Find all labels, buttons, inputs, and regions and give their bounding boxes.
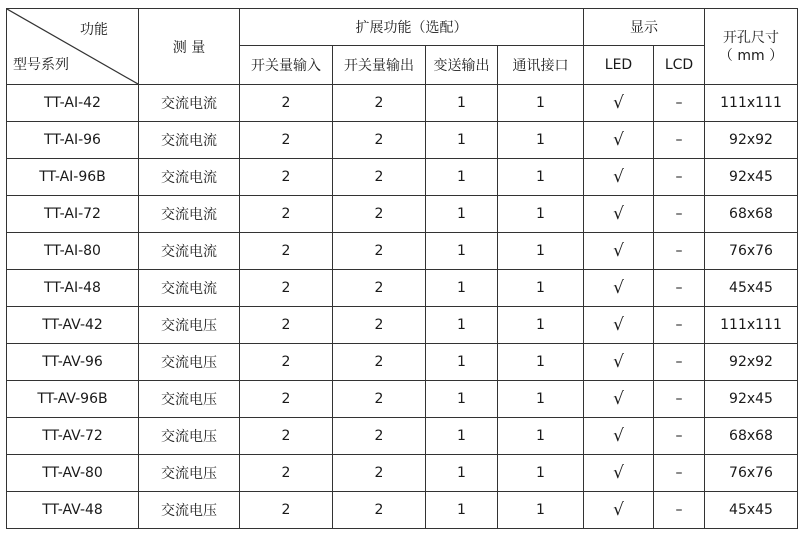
switch-output-cell: 2	[333, 492, 426, 529]
transmit-output-cell: 1	[426, 122, 498, 159]
model-spec-table	[6, 8, 798, 529]
transmit-output-cell: 1	[426, 418, 498, 455]
model-cell: TT-AV-96	[7, 344, 139, 381]
switch-output-cell: 2	[333, 233, 426, 270]
switch-input-cell: 2	[240, 344, 333, 381]
transmit-output-cell: 1	[426, 85, 498, 122]
cutout-size-cell: 68x68	[705, 196, 798, 233]
extension-group-header: 扩展功能（选配）	[240, 9, 584, 46]
lcd-cell: –	[654, 492, 705, 529]
table-row	[7, 455, 798, 492]
measure-cell: 交流电压	[139, 492, 240, 529]
cutout-size-cell: 45x45	[705, 270, 798, 307]
switch-input-cell: 2	[240, 196, 333, 233]
measure-header	[139, 9, 240, 85]
cutout-size-cell: 45x45	[705, 492, 798, 529]
measure-header-label: 测 量	[172, 39, 206, 56]
switch-output-cell: 2	[333, 122, 426, 159]
cutout-size-cell: 92x92	[705, 344, 798, 381]
col-header-comm-interface: 通讯接口	[498, 46, 584, 85]
switch-input-cell: 2	[240, 418, 333, 455]
comm-interface-cell: 1	[498, 381, 584, 418]
led-cell: √	[584, 307, 654, 344]
switch-output-cell: 2	[333, 381, 426, 418]
col-header-switch-output: 开关量输出	[333, 46, 426, 85]
led-cell: √	[584, 159, 654, 196]
cutout-size-cell: 76x76	[705, 455, 798, 492]
cutout-size-cell: 68x68	[705, 418, 798, 455]
transmit-output-cell: 1	[426, 270, 498, 307]
model-cell: TT-AV-48	[7, 492, 139, 529]
measure-cell: 交流电压	[139, 455, 240, 492]
table-row	[7, 122, 798, 159]
table-row	[7, 159, 798, 196]
switch-output-cell: 2	[333, 85, 426, 122]
switch-output-cell: 2	[333, 196, 426, 233]
switch-input-cell: 2	[240, 270, 333, 307]
cutout-size-unit: （ mm ）	[718, 47, 784, 64]
model-cell: TT-AV-42	[7, 307, 139, 344]
led-cell: √	[584, 196, 654, 233]
switch-input-cell: 2	[240, 233, 333, 270]
comm-interface-cell: 1	[498, 418, 584, 455]
model-cell: TT-AI-48	[7, 270, 139, 307]
switch-input-cell: 2	[240, 307, 333, 344]
model-cell: TT-AI-96B	[7, 159, 139, 196]
display-group-header: 显示	[584, 9, 705, 46]
comm-interface-cell: 1	[498, 196, 584, 233]
lcd-cell: –	[654, 455, 705, 492]
table-row	[7, 492, 798, 529]
model-cell: TT-AI-42	[7, 85, 139, 122]
lcd-cell: –	[654, 233, 705, 270]
cutout-size-header	[705, 9, 798, 85]
diagonal-header-cell	[7, 9, 139, 85]
cutout-size-cell: 111x111	[705, 307, 798, 344]
switch-output-cell: 2	[333, 344, 426, 381]
measure-cell: 交流电流	[139, 196, 240, 233]
model-cell: TT-AV-96B	[7, 381, 139, 418]
comm-interface-cell: 1	[498, 307, 584, 344]
measure-cell: 交流电流	[139, 85, 240, 122]
comm-interface-cell: 1	[498, 492, 584, 529]
lcd-cell: –	[654, 159, 705, 196]
measure-cell: 交流电流	[139, 270, 240, 307]
led-cell: √	[584, 381, 654, 418]
cutout-size-cell: 92x92	[705, 122, 798, 159]
switch-output-cell: 2	[333, 418, 426, 455]
measure-cell: 交流电流	[139, 122, 240, 159]
led-cell: √	[584, 344, 654, 381]
switch-output-cell: 2	[333, 455, 426, 492]
led-cell: √	[584, 85, 654, 122]
table-row	[7, 307, 798, 344]
cutout-size-cell: 76x76	[705, 233, 798, 270]
transmit-output-cell: 1	[426, 492, 498, 529]
lcd-cell: –	[654, 122, 705, 159]
lcd-cell: –	[654, 85, 705, 122]
switch-input-cell: 2	[240, 122, 333, 159]
table-row	[7, 233, 798, 270]
col-header-transmit-output: 变送输出	[426, 46, 498, 85]
switch-input-cell: 2	[240, 85, 333, 122]
comm-interface-cell: 1	[498, 85, 584, 122]
model-cell: TT-AI-72	[7, 196, 139, 233]
col-header-lcd: LCD	[654, 46, 705, 85]
function-label: 功能	[80, 22, 108, 38]
transmit-output-cell: 1	[426, 159, 498, 196]
switch-input-cell: 2	[240, 455, 333, 492]
switch-input-cell: 2	[240, 159, 333, 196]
model-cell: TT-AV-72	[7, 418, 139, 455]
table-row	[7, 270, 798, 307]
comm-interface-cell: 1	[498, 270, 584, 307]
col-header-switch-input: 开关量输入	[240, 46, 333, 85]
led-cell: √	[584, 233, 654, 270]
switch-output-cell: 2	[333, 159, 426, 196]
lcd-cell: –	[654, 344, 705, 381]
measure-cell: 交流电压	[139, 418, 240, 455]
cutout-size-label: 开孔尺寸	[723, 29, 779, 46]
model-cell: TT-AI-96	[7, 122, 139, 159]
led-cell: √	[584, 122, 654, 159]
transmit-output-cell: 1	[426, 307, 498, 344]
transmit-output-cell: 1	[426, 344, 498, 381]
switch-input-cell: 2	[240, 492, 333, 529]
switch-output-cell: 2	[333, 307, 426, 344]
comm-interface-cell: 1	[498, 344, 584, 381]
lcd-cell: –	[654, 418, 705, 455]
transmit-output-cell: 1	[426, 196, 498, 233]
cutout-size-cell: 92x45	[705, 381, 798, 418]
comm-interface-cell: 1	[498, 122, 584, 159]
table-row	[7, 381, 798, 418]
measure-cell: 交流电流	[139, 159, 240, 196]
measure-cell: 交流电流	[139, 233, 240, 270]
led-cell: √	[584, 455, 654, 492]
lcd-cell: –	[654, 196, 705, 233]
cutout-size-cell: 111x111	[705, 85, 798, 122]
model-cell: TT-AI-80	[7, 233, 139, 270]
table-row	[7, 418, 798, 455]
lcd-cell: –	[654, 381, 705, 418]
transmit-output-cell: 1	[426, 233, 498, 270]
lcd-cell: –	[654, 307, 705, 344]
led-cell: √	[584, 418, 654, 455]
switch-output-cell: 2	[333, 270, 426, 307]
table-row	[7, 344, 798, 381]
switch-input-cell: 2	[240, 381, 333, 418]
led-cell: √	[584, 270, 654, 307]
transmit-output-cell: 1	[426, 455, 498, 492]
comm-interface-cell: 1	[498, 159, 584, 196]
table-row	[7, 196, 798, 233]
led-cell: √	[584, 492, 654, 529]
comm-interface-cell: 1	[498, 455, 584, 492]
header-row-1	[7, 9, 798, 46]
lcd-cell: –	[654, 270, 705, 307]
col-header-led: LED	[584, 46, 654, 85]
transmit-output-cell: 1	[426, 381, 498, 418]
measure-cell: 交流电压	[139, 344, 240, 381]
measure-cell: 交流电压	[139, 307, 240, 344]
measure-cell: 交流电压	[139, 381, 240, 418]
cutout-size-cell: 92x45	[705, 159, 798, 196]
table-body	[7, 85, 798, 529]
comm-interface-cell: 1	[498, 233, 584, 270]
model-series-label: 型号系列	[13, 57, 69, 73]
table-row	[7, 85, 798, 122]
model-cell: TT-AV-80	[7, 455, 139, 492]
